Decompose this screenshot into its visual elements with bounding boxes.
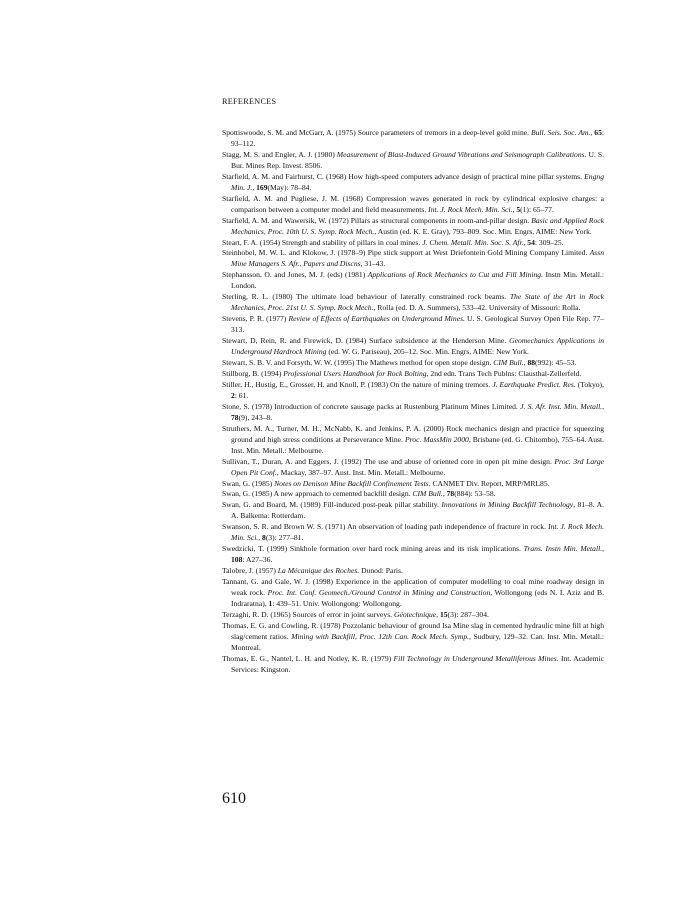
reference-list [222,128,604,676]
reference-text: , Mackay, 387–97. Aust. Inst. Min. Metall.: Melbourne. [276,467,446,477]
reference-text: : 309–25. [534,237,564,247]
reference-text: , Austin (ed. K. E. Gray), 793–809. Soc. Min. Engrs, AIME: New York. [374,226,592,236]
reference-title-italic: Int. J. Rock Mech. Min. Sci. [231,522,604,543]
reference-text: Stiller, H., Hustig, E., Grosser, H. and Knoll, P. (1983) On the nature of mining tremors. [222,379,493,389]
reference-text: Talobre, J. (1957) [222,566,278,576]
reference-entry [222,292,604,314]
reference-text: (3): 277–81. [265,533,304,543]
reference-volume: 2 [231,390,235,400]
reference-text: U. S. Geological Survey Open File Rep. 77–313. [231,314,604,335]
reference-text: Starfield, A. M. and Wawersik, W. (1972) Pillars as structural components in room-and-pillar design. [222,215,532,225]
reference-entry [222,172,604,194]
reference-entry [222,610,604,621]
reference-text: : 61. [234,390,249,400]
reference-text: Stillborg, B. (1994) [222,368,284,378]
reference-volume: 78 [231,412,239,422]
reference-volume: 1 [268,598,273,608]
running-head: REFERENCES [222,97,277,106]
reference-text: , Rolla (ed. D. A. Summers), 533–42. University of Missouri: Rolla. [373,303,581,313]
reference-title-italic: Notes on Denison Mine Backfill Confinement Tests. [274,478,431,488]
reference-entry [222,358,604,369]
reference-entry [222,248,604,270]
reference-volume: 8 [262,533,266,543]
reference-text: , 81–8. A. A. Balkema: Rotterdam. [231,500,605,521]
reference-entry [222,150,604,172]
reference-entry [222,500,604,522]
reference-text: (ed. W. G. Pariseau), 205–12. Soc. Min. Engrs, AIME: New York. [326,347,529,357]
reference-text: , [258,533,263,543]
reference-title-italic: Applications of Rock Mechanics to Cut and Fill Mining. [367,270,543,280]
reference-entry [222,544,604,566]
reference-title-italic: Innovations in Mining Backfill Technology [441,500,574,510]
reference-text: Spottiswoode, S. M. and McGarr, A. (1975) Source parameters of tremors in a deep-level gold mine. [222,128,531,137]
reference-text: (1): 65–77. [520,204,554,214]
reference-entry [222,566,604,577]
reference-text: Dunod: Paris. [359,566,403,576]
reference-volume: 5 [516,204,521,214]
reference-title-italic: J. Chem. Metall. Min. Soc. S. Afr. [422,237,524,247]
reference-text: (992): 45–53. [535,358,577,368]
reference-text: , Sudbury, 129–32. Can. Inst. Min. Metall.: Montreal. [231,631,604,652]
reference-title-italic: The State of the Art in Rock Mechanics, Proc. 21st U. S. Symp. Rock Mech. [231,292,604,313]
reference-title-italic: Géotechnique [393,609,437,619]
reference-title-italic: Geomechanics Applications in Underground Hardrock Mining [231,336,604,357]
reference-entry [222,479,604,490]
reference-text: U. S. Bur. Mines Rep. Invest. 8506. [231,149,604,170]
reference-text: Starfield, A. M. and Fairhurst, C. (1968) How high-speed computers advance design of practical mine pillar systems. [222,171,585,181]
reference-text: Steinhobel, M. W. L. and Klokow, J. (1978–9) Pipe stick support at West Driefontein Gold Mining Company Limited. [222,248,590,258]
reference-entry [222,128,604,150]
reference-text: , [523,237,528,247]
reference-text: Stone, S. (1978) Introduction of concrete sausage packs at Rustenburg Platinum Mines Limited. [222,401,521,411]
reference-text: Stephansson, O. and Jones, M. J. (eds) (1981) [222,270,368,280]
reference-text: , [590,128,595,137]
reference-text: Terzaghi, R. D. (1965) Sources of error in joint surveys. [222,609,394,619]
reference-text: : A27–36. [242,555,273,565]
reference-text: , 2nd edn. Trans Tech Publns: Clausthal-Zellerfeld. [426,368,582,378]
reference-text: , [442,489,447,499]
reference-text: Stevens, P. R. (1977) [222,314,289,324]
reference-text: (9), 243–8. [238,412,273,422]
reference-title-italic: Professional Users Handbook for Rock Bolting [283,368,427,378]
reference-title-italic: Engng Min. J. [231,171,604,192]
reference-entry [222,577,604,610]
reference-text: (May): 78–84. [267,182,312,192]
reference-text: Swanson, S. R. and Brown W. S. (1971) An observation of loading path independence of fracture in rock. [222,522,549,532]
reference-text: CANMET Div. Report, MRP/MRL85. [430,478,550,488]
reference-text: , [602,401,604,411]
reference-text: : 439–51. Univ. Wollongong: Wollongong. [272,598,402,608]
reference-volume: 78 [446,489,455,499]
reference-text: Starfield, A. M. and Pugliese, J. M. (1968) Compression waves generated in rock by cylindrical explosive charges: a comparison between a computer model and field measurements. [222,193,604,214]
reference-text: Swan, G. (1985) [222,478,275,488]
reference-text: , [512,204,517,214]
reference-text: Steart, F. A. (1954) Strength and stability of pillars in coal mines. [222,237,423,247]
reference-entry [222,336,604,358]
reference-text: , [436,609,440,619]
reference-text: , 31–43. [360,259,386,269]
reference-title-italic: J. S. Afr. Inst. Min. Metall. [520,401,603,411]
reference-title-italic: Proc. 3rd Large Open Pit Conf. [231,456,604,477]
reference-text: Stagg, M. S. and Engler, A. J. (1980) [222,149,337,159]
reference-text: (884): 53–58. [454,489,496,499]
reference-entry [222,402,604,424]
reference-entry [222,238,604,249]
reference-volume: 88 [527,358,536,368]
reference-volume: 54 [527,237,535,247]
reference-volume: 15 [439,609,448,619]
reference-entry [222,194,604,216]
reference-text: Swan, G. and Board, M. (1989) Fill-induced post-peak pillar stability. [222,500,442,510]
reference-title-italic: Assn Mine Managers S. Afr., Papers and Discns [231,248,604,269]
reference-text: Stewart, S. B. V. and Forsyth, W. W. (1995) The Mathews method for open stope design. [222,358,494,368]
reference-text: , [252,182,257,192]
reference-text: Struthers, M. A., Turner, M. H., McNabb, K. and Jenkins, P. A. (2000) Rock mechanics design and practice for squeezing ground and high stress conditions at Perseverance Mine. [222,423,604,444]
reference-entry [222,314,604,336]
reference-title-italic: Mining with Backfill, Proc. 12th Can. Rock Mech. Symp. [291,631,470,641]
reference-title-italic: Basic and Applied Rock Mechanics, Proc. 10th U. S. Symp. Rock Mech. [231,215,604,236]
reference-text: Swan, G. (1985) A new approach to cemented backfill design. [222,489,413,499]
reference-entry [222,522,604,544]
reference-entry [222,424,604,457]
reference-text: Tannant, G. and Gale, W. J. (1998) Experience in the application of computer modelling to coal mine roadway design in weak rock. [222,577,604,598]
reference-text: (Tokyo), [575,379,604,389]
reference-title-italic: Bull. Seis. Soc. Am. [531,128,591,137]
reference-title-italic: Int. J. Rock Mech. Min. Sci. [428,204,513,214]
reference-text: Sullivan, T., Duran, A. and Eggers, J. (1992) The use and abuse of oriented core in open pit mine design. [222,456,555,466]
reference-entry [222,380,604,402]
reference-text: Int. Academic Services: Kingston. [231,653,604,674]
reference-text: , [523,358,528,368]
reference-text: Sterling, R. L. (1980) The ultimate load behaviour of laterally constrained rock beams. [222,292,510,302]
reference-title-italic: Proc. MassMin 2000 [404,434,469,444]
reference-title-italic: Measurement of Blast-Induced Ground Vibrations and Seismograph Calibrations. [336,149,587,159]
reference-title-italic: J. Earthquake Predict. Res. [492,379,576,389]
reference-entry [222,621,604,654]
reference-entry [222,489,604,500]
reference-entry [222,457,604,479]
reference-title-italic: La Mécanique des Roches. [277,566,360,576]
page-number: 610 [222,790,246,807]
reference-text: , Brisbane (ed. G. Chitombo), 755–64. Aust. Inst. Min. Metall.: Melbourne. [231,434,604,455]
reference-text: Thomas, E. G. and Cowling, R. (1978) Pozzolanic behaviour of ground Isa Mine slag in cemented hydraulic mine fill at high slag/cement ratios. [222,620,604,641]
reference-text: , Wollongong (eds N. I. Aziz and B. Indraratna), [231,588,604,608]
reference-text: Stewart, D, Rein, R. and Firewick, D. (1984) Surface subsidence at the Henderson Mine. [222,336,510,346]
reference-text: (3): 287–304. [447,609,489,619]
reference-entry [222,270,604,292]
reference-entry [222,654,604,676]
reference-text: Thomas, E. G., Nantel, L. H. and Notley, K. R. (1979) [222,653,394,663]
reference-entry [222,369,604,380]
reference-title-italic: Review of Effects of Earthquakes on Underground Mines. [288,314,465,324]
reference-text: Swedzicki, T. (1999) Sinkhole formation over hard rock mining areas and its risk implications. [222,544,524,554]
reference-volume: 169 [256,182,268,192]
reference-title-italic: CIM Bull. [412,489,443,499]
reference-title-italic: Fill Technology in Underground Metalliferous Mines. [393,653,559,663]
reference-text: : 93–112. [231,128,604,148]
reference-volume: 65 [594,128,602,137]
reference-volume: 108 [231,555,243,565]
reference-title-italic: Trans. Instn Min. Metall. [523,544,603,554]
reference-entry [222,216,604,238]
reference-text: Instn Min. Metall.: London. [231,270,604,291]
reference-title-italic: CIM Bull. [493,358,524,368]
reference-title-italic: Proc. Int. Conf. Geomech./Ground Control in Mining and Construction [267,588,491,598]
reference-text: , [602,544,604,554]
